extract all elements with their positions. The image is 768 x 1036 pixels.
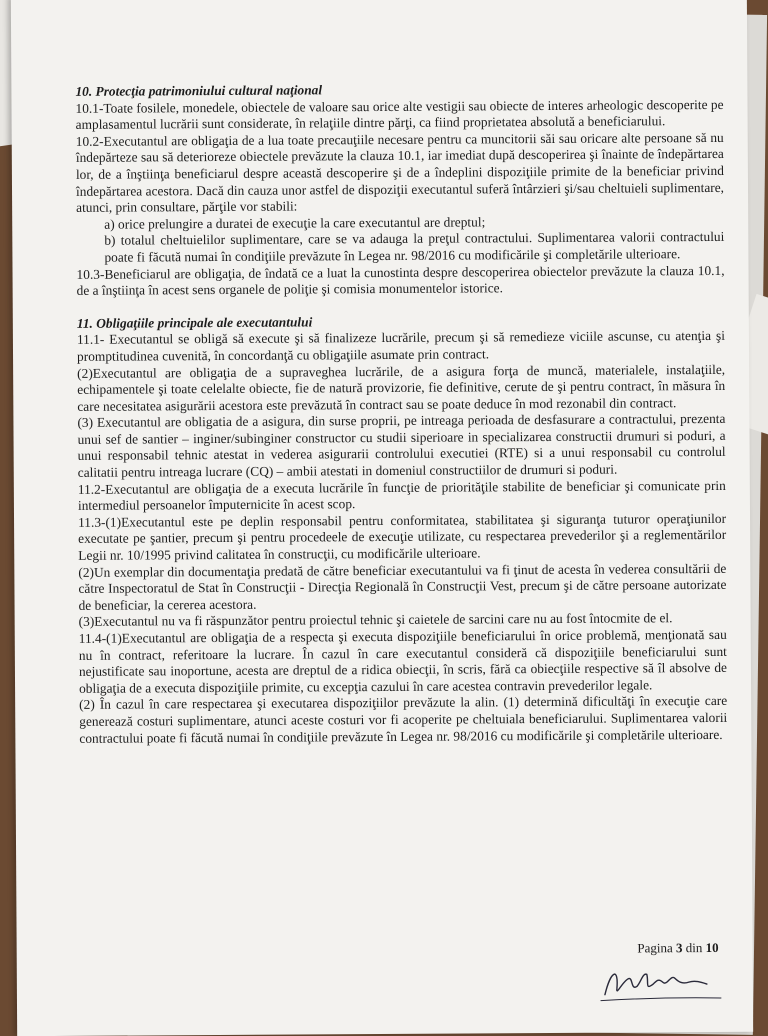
document-body xyxy=(75,80,727,747)
clause-11-3-3: (3)Executantul nu va fi răspunzător pentru proiectul tehnic şi caietele de sarcini care nu au fost întocmite de el. xyxy=(78,610,673,630)
clause-11-4-1: 11.4-(1)Executantul are obligaţia de a respecta şi executa dispoziţiile beneficiarului în orice problemă, menţionată sau nu în contract, referitoare la lucrare. În cazul în care executantul consideră că dispoziţiile beneficiarului sunt nejustificate sau inoportune, acesta are dreptul de a ridica obiecţii, în scris, fără ca obiecţiile respective să îl absolve de obligaţia de a executa dispoziţiile primite, cu excepţia cazului în care acestea contravin prevederilor legale. xyxy=(78,626,727,696)
clause-11-1-2: (2)Executantul are obligaţia de a supraveghea lucrările, de a asigura forţa de muncă, materialele, instalaţiile, echipamentele şi toate celelalte obiecte, fie de natură provizorie, fie definitive, cerute de şi pentru contract, în măsura în care necesitatea asigurării acestora este prevăzută în contract sau se poate deduce în mod rezonabil din contract. xyxy=(77,361,726,414)
section-11-title: 11. Obligaţiile principale ale executantului xyxy=(76,314,313,331)
clause-11-1: 11.1- Executantul se obligă să execute şi să finalizeze lucrările, precum şi să remedieze viciile ascunse, cu atenţia şi promptitudinea cuvenită, în concordanţă cu obligaţiile asumate prin contract. xyxy=(76,328,725,364)
page-total: 10 xyxy=(705,939,719,956)
clause-10-2: 10.2-Executantul are obligaţia de a lua toate precauţiile necesare pentru ca muncitorii săi sau oricare alte persoane să nu îndepărteze sau să deterioreze obiectele prevăzute la clauza 10.1, iar imediat după descoperirea şi înainte de îndepărtarea lor, de a înştiinţa beneficiarul despre această descoperire şi de a îndeplini dispoziţiile primite de la beneficiar privind îndepărtarea acestora. Dacă din cauza unor astfel de dispoziţii executantul suferă întârzieri şi/sau cheltuieli suplimentare, atunci, prin consultare, părţile vor stabili: xyxy=(75,129,725,216)
clause-11-3-1: 11.3-(1)Executantul este pe deplin responsabil pentru conformitatea, stabilitatea şi siguranţa tuturor operaţiunilor executate pe şantier, precum şi pentru procedeele de execuţie utilizate, cu respectarea prevederilor şi a reglementărilor Legii nr. 10/1995 privind calitatea în construcţii, cu modificările ulterioare. xyxy=(77,510,727,563)
clause-10-2-b: b) totalul cheltuielilor suplimentare, care se va adauga la preţul contractului. Suplimentarea valorii contractului poate fi făcută numai în condiţiile prevăzute în Legea nr. 98/2016 cu modificările şi completările ulterioare. xyxy=(104,229,725,265)
clause-11-4-2: (2) În cazul în care respectarea şi executarea dispoziţiilor prevăzute la alin. (1) determină dificultăţi în execuţie care generează costuri suplimentare, atunci aceste costuri vor fi acoperite pe cheltuiala beneficiarului. Suplimentarea valorii contractului poate fi făcută numai în condiţiile prevăzute în Legea nr. 98/2016 cu modificările şi completările ulterioare. xyxy=(79,693,728,746)
clause-11-3-2: (2)Un exemplar din documentaţia predată de către beneficiar executantului va fi ţinut de acesta în vederea consultării de către Inspectoratul de Stat în Construcţii - Direcţia Regională în Construcţii Vest, precum şi de către persoane autorizate de beneficiar, la cererea acestora. xyxy=(78,560,727,613)
signature-icon xyxy=(597,960,727,1005)
clause-10-1: 10.1-Toate fosilele, monedele, obiectele de valoare sau orice alte vestigii sau obiecte de interes arheologic descoperite pe amplasamentul lucrării sunt considerate, în relaţiile dintre părţi, ca fiind proprietatea absolută a beneficiarului. xyxy=(75,96,724,133)
document-page xyxy=(11,0,753,1036)
page-current: 3 xyxy=(675,940,683,956)
clause-11-1-3: (3) Executantul are obligatia de a asigura, din surse proprii, pe intreaga perioada de desfasurare a contractului, prezenta unui sef de santier – inginer/subinginer constructor cu studii siperioare in specializarea constructii drumuri si poduri, a unui responsabil tehnic atestat in vederea asigurarii controlului executiei (RTE) si a unui responsabil cu controlul calitatii pentru intreaga lucrare (CQ) – ambii atestati in domeniul constructiilor de drumuri si poduri. xyxy=(77,411,726,480)
clause-10-3: 10.3-Beneficiarul are obligaţia, de îndată ce a luat la cunostinta despre descoperirea obiectelor prevăzute la clauza 10.1, de a înştiinţa în acest sens organele de poliţie şi comisia monumentelor istorice. xyxy=(76,262,725,298)
of-word: din xyxy=(685,940,703,956)
page-word: Pagina xyxy=(637,940,673,956)
page-number xyxy=(637,940,718,956)
clause-11-2: 11.2-Executantul are obligaţia de a executa lucrările în funcţie de priorităţile stabilite de beneficiar şi comunicate prin intermediul persoanelor împuternicite în acest scop. xyxy=(77,477,726,514)
clause-10-2-a: a) orice prelungire a duratei de execuţie la care executantul are dreptul; xyxy=(104,214,486,232)
section-10-title: 10. Protecţia patrimoniului cultural naţional xyxy=(75,82,323,99)
